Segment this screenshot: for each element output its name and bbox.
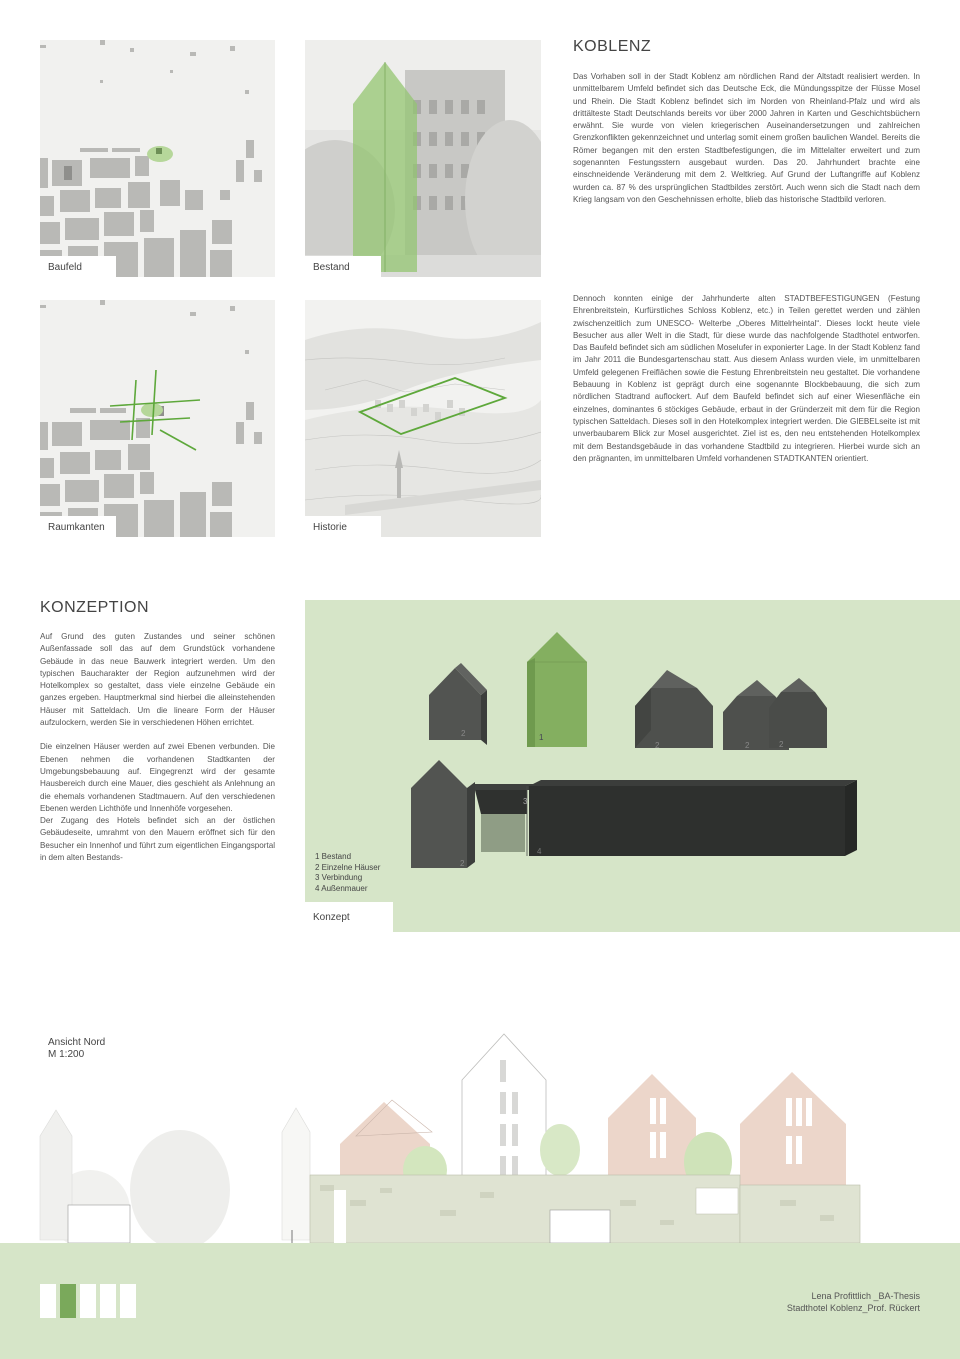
legend-item: 3 Verbindung [315, 873, 363, 882]
raumkanten-caption: Raumkanten [40, 516, 116, 537]
footer-line-2: Stadthotel Koblenz_Prof. Rückert [786, 1303, 920, 1313]
konzept-legend [315, 852, 380, 894]
historie-caption: Historie [305, 516, 381, 537]
bestand-caption: Bestand [305, 256, 381, 277]
koblenz-title: KOBLENZ [573, 38, 652, 55]
house-2-a [429, 663, 487, 745]
logo-bar [80, 1284, 96, 1318]
number-label: 2 [460, 859, 465, 868]
baufeld-caption: Baufeld [40, 256, 116, 277]
logo-bar [100, 1284, 116, 1318]
koblenz-text-2 [573, 293, 920, 465]
legend-item: 4 Außenmauer [315, 883, 368, 893]
konzeption-paragraph-2: Die einzelnen Häuser werden auf zwei Ebenen verbunden. Die Ebenen nehmen die vorhandenen Stadtkanten der Umgebungsbebauung auf. Eingegrenzt wird der gesamte Hausbereich durch eine Mauer, dies geschieht als Anlehnung an die ehemals vorhandenen Stadtmauern. Auf den verschiedenen Ebenen werden Lichthöfe und Innenhöfe vorgesehen. [40, 742, 275, 813]
legend-item: 1 Bestand [315, 852, 352, 861]
logo-mark [40, 1284, 142, 1318]
number-label: 2 [461, 729, 466, 738]
house-1-bestand [527, 632, 587, 747]
konzeption-title: KONZEPTION [40, 599, 150, 616]
ansicht-title: Ansicht Nord [48, 1037, 106, 1048]
koblenz-paragraph-2: Dennoch konnten einige der Jahrhunderte alten STADTBEFESTIGUNGEN (Festung Ehrenbreitstein, Kurfürstliches Schloss Koblenz, etc.) in Teilen gerettet werden und zählen zwischenzeitlich zum UNESCO- Welterbe „Oberes Mittelrheintal“. Dieses lockt heute viele Besucher aus aller Welt in die Stadt, für diese wurde das nachfolgende Stadthotel entworfen. Das Baufeld befindet sich am südlichen Moselufer in exponierter Lage. In der Stadt Koblenz fand im Jahr 2011 die Bundesgartenschau statt. Aus diesem Anlass wurden viele, im unmittelbaren Umfeld gelegenen Freiflächen sowie die Festung Ehrenbreitstein neu gestaltet. Die vorhandene Bebauung in Koblenz ist geprägt durch eine sogenannte Blockbebauung, die sich zum nördlichen Stadtrand auflockert. Auf dem Baufeld befindet sich auf einer Wiesenfläche ein einzelnes, dominantes 6 stöckiges Gebäude, erbaut in der Gründerzeit mit dem für die Region typischen Satteldach. Dieses soll in den Hotelkomplex integriert werden. Die GIEBELseite ist mit unverbaubarem Blick zur Mosel ausgerichtet. Ziel ist es, den neu entstehenden Hotelkomplex mit dem Bestandsgebäude in das vorhandene Stadtbild zu integrieren. Hierbei wurde sich an den prägnanten, im unmittelbaren Umfeld vorhandenen STADTKANTEN orientiert. [573, 294, 920, 463]
koblenz-text-1 [573, 71, 920, 206]
konzept-caption: Konzept [305, 902, 393, 932]
bestand-photo [305, 40, 541, 277]
koblenz-paragraph-1: Das Vorhaben soll in der Stadt Koblenz am nördlichen Rand der Altstadt realisiert werden. In unmittelbarem Umfeld befindet sich das Deutsche Eck, die Mündungsspitze der Flüsse Mosel und Rhein. Die Stadt Koblenz befindet sich im Norden von Rheinland-Pfalz und wird als drittälteste Stadt Deutschlands bereits vor über 2000 Jahren in Karten und Geschichtsbüchern erwähnt. Sie wurde von vielen kriegerischen Auseinandersetzungen und zahlreichen Grenzkonflikten gekennzeichnet und unterlag somit einem großen baulichen Wandel. Bereits die Römer begangen mit den ersten Stadtbefestigungen, die im Mittelalter erweitert und zum sogenannten Festungsstern ausgebaut wurden. Das 20. Jahrhundert brachte eine einschneidende Veränderung mit dem 2. Weltkrieg. Auf Grund der Luftangriffe auf Koblenz wurden ca. 87 % des ursprünglichen Stadtbildes zerstört. Auch wenn sich die Stadt nach dem Krieg langsam von den Geschehnissen erholte, blieb das historische Stadtbild verloren. [573, 72, 920, 204]
number-label: 2 [745, 741, 750, 750]
konzeption-paragraph-1: Auf Grund des guten Zustandes und seiner schönen Außenfassade soll das auf dem Grundstück vorhandene Gebäude in das neue Bauwerk integriert werden. Um den typischen Baucharakter der Region aufzunehmen wird der Hotelkomplex so gestaltet, dass viele einzelne Gebäude ein ganzes ergeben. Hauptmerkmal sind hierbei die alleinstehenden Häuser mit Satteldach. Um die lineare Form der Häuser aufzulockern, werden Sie in verschiedenen Höhen errichtet. [40, 632, 275, 728]
number-label: 4 [537, 847, 542, 856]
house-2-c [723, 678, 827, 750]
logo-bar [40, 1284, 56, 1318]
number-label: 1 [539, 733, 544, 742]
legend-item: 2 Einzelne Häuser [315, 862, 381, 872]
number-label: 3 [523, 797, 528, 806]
number-label: 2 [655, 741, 660, 750]
bestand-photo-panel [305, 40, 541, 277]
footer-line-1: Lena Profittlich _BA-Thesis [811, 1291, 920, 1301]
number-label: 2 [779, 740, 784, 749]
footer-credit [787, 1290, 920, 1314]
baufeld-map [40, 40, 275, 277]
ansicht-scale: M 1:200 [48, 1049, 85, 1060]
logo-bar [120, 1284, 136, 1318]
konzept-diagram-panel [305, 600, 960, 932]
konzept-diagram [305, 600, 960, 932]
elevation-north [0, 1020, 960, 1250]
logo-bar [60, 1284, 76, 1318]
base-composition [411, 760, 857, 868]
house-2-b [635, 670, 713, 748]
konzeption-paragraph-3: Der Zugang des Hotels befindet sich an der östlichen Gebäudeseite, umrahmt von den Mauern eröffnet sich für den Besucher ein Innenhof und führt zum eigentlichen Eingangsportal in dem alten Bestands- [40, 816, 275, 863]
historie-engraving [305, 300, 541, 537]
historie-engraving-panel [305, 300, 541, 537]
raumkanten-map-panel [40, 300, 275, 537]
baufeld-map-panel [40, 40, 275, 277]
raumkanten-map [40, 300, 275, 537]
konzeption-text [40, 631, 275, 864]
